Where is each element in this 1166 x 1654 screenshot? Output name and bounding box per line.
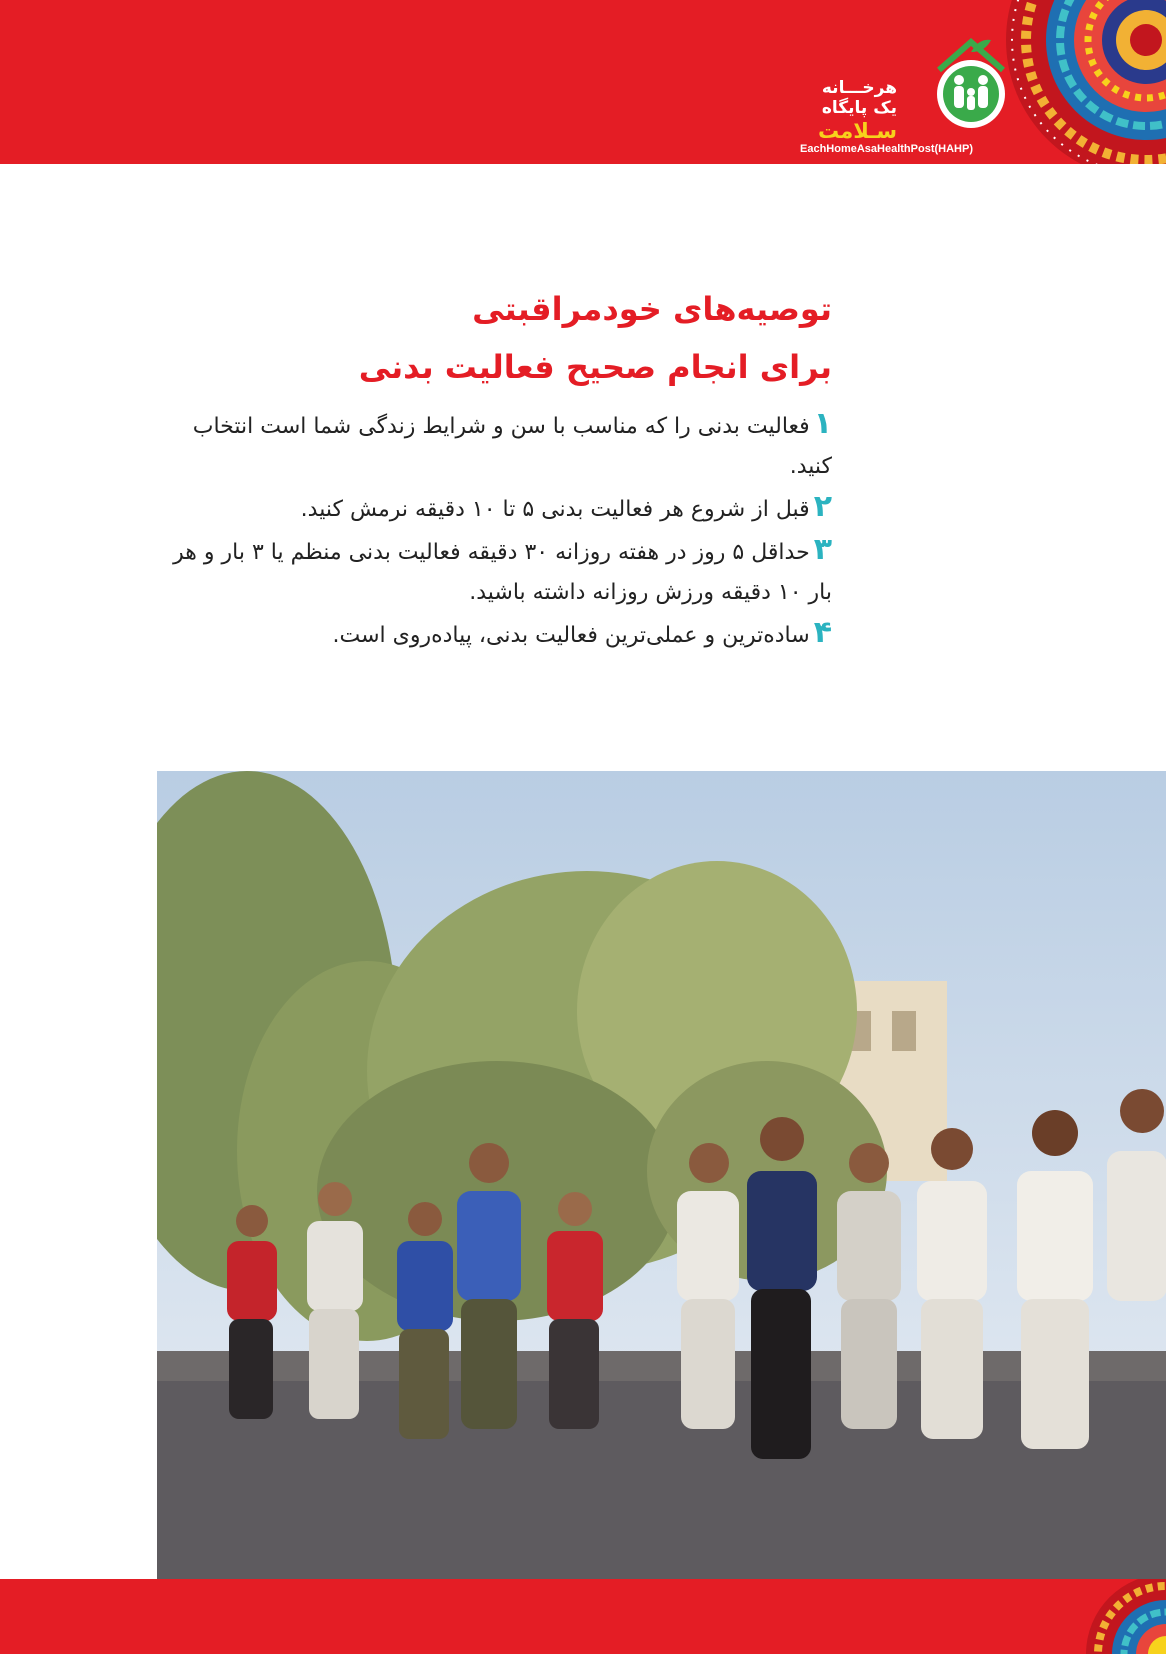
title-line-2: برای انجام صحیح فعالیت بدنی [358, 348, 832, 386]
item-text: قبل از شروع هر فعالیت بدنی ۵ تا ۱۰ دقیقه نرمش کنید. [300, 497, 810, 522]
list-item [150, 613, 832, 656]
logo-text-line1: هرخـــانه [821, 78, 897, 98]
list-item [150, 530, 832, 613]
logo-text-line2: یک پایگاه [821, 98, 897, 118]
mandala-ornament-icon [1036, 1579, 1166, 1654]
logo-english-text: EachHomeAsaHealthPost(HAHP) [800, 143, 973, 155]
item-number: ۲ [813, 489, 832, 524]
logo-text-line3: سـلامت [817, 119, 897, 143]
item-number: ۳ [813, 532, 832, 567]
item-text: ساده‌ترین و عملی‌ترین فعالیت بدنی، پیاده‌روی است. [332, 623, 810, 648]
list-item [150, 404, 832, 487]
running-group-photo [157, 771, 1166, 1579]
article [150, 280, 832, 656]
item-number: ۴ [813, 615, 832, 650]
item-number: ۱ [813, 406, 832, 441]
recommendation-list [150, 404, 832, 656]
item-text: حداقل ۵ روز در هفته روزانه ۳۰ دقیقه فعالیت بدنی منظم یا ۳ بار و هر بار ۱۰ دقیقه ورزش روزانه داشته باشید. [173, 540, 832, 605]
photo-illustration [157, 771, 1166, 1579]
page-title [150, 280, 832, 396]
footer-band [0, 1579, 1166, 1654]
item-text: فعالیت بدنی را که مناسب با سن و شرایط زندگی شما است انتخاب کنید. [192, 414, 832, 479]
title-line-1: توصیه‌های خودمراقبتی [472, 290, 832, 328]
family-house-apple-icon [927, 32, 1015, 140]
list-item [150, 487, 832, 530]
hahp-logo [795, 30, 1015, 160]
mandala-ornament-icon [996, 0, 1166, 164]
